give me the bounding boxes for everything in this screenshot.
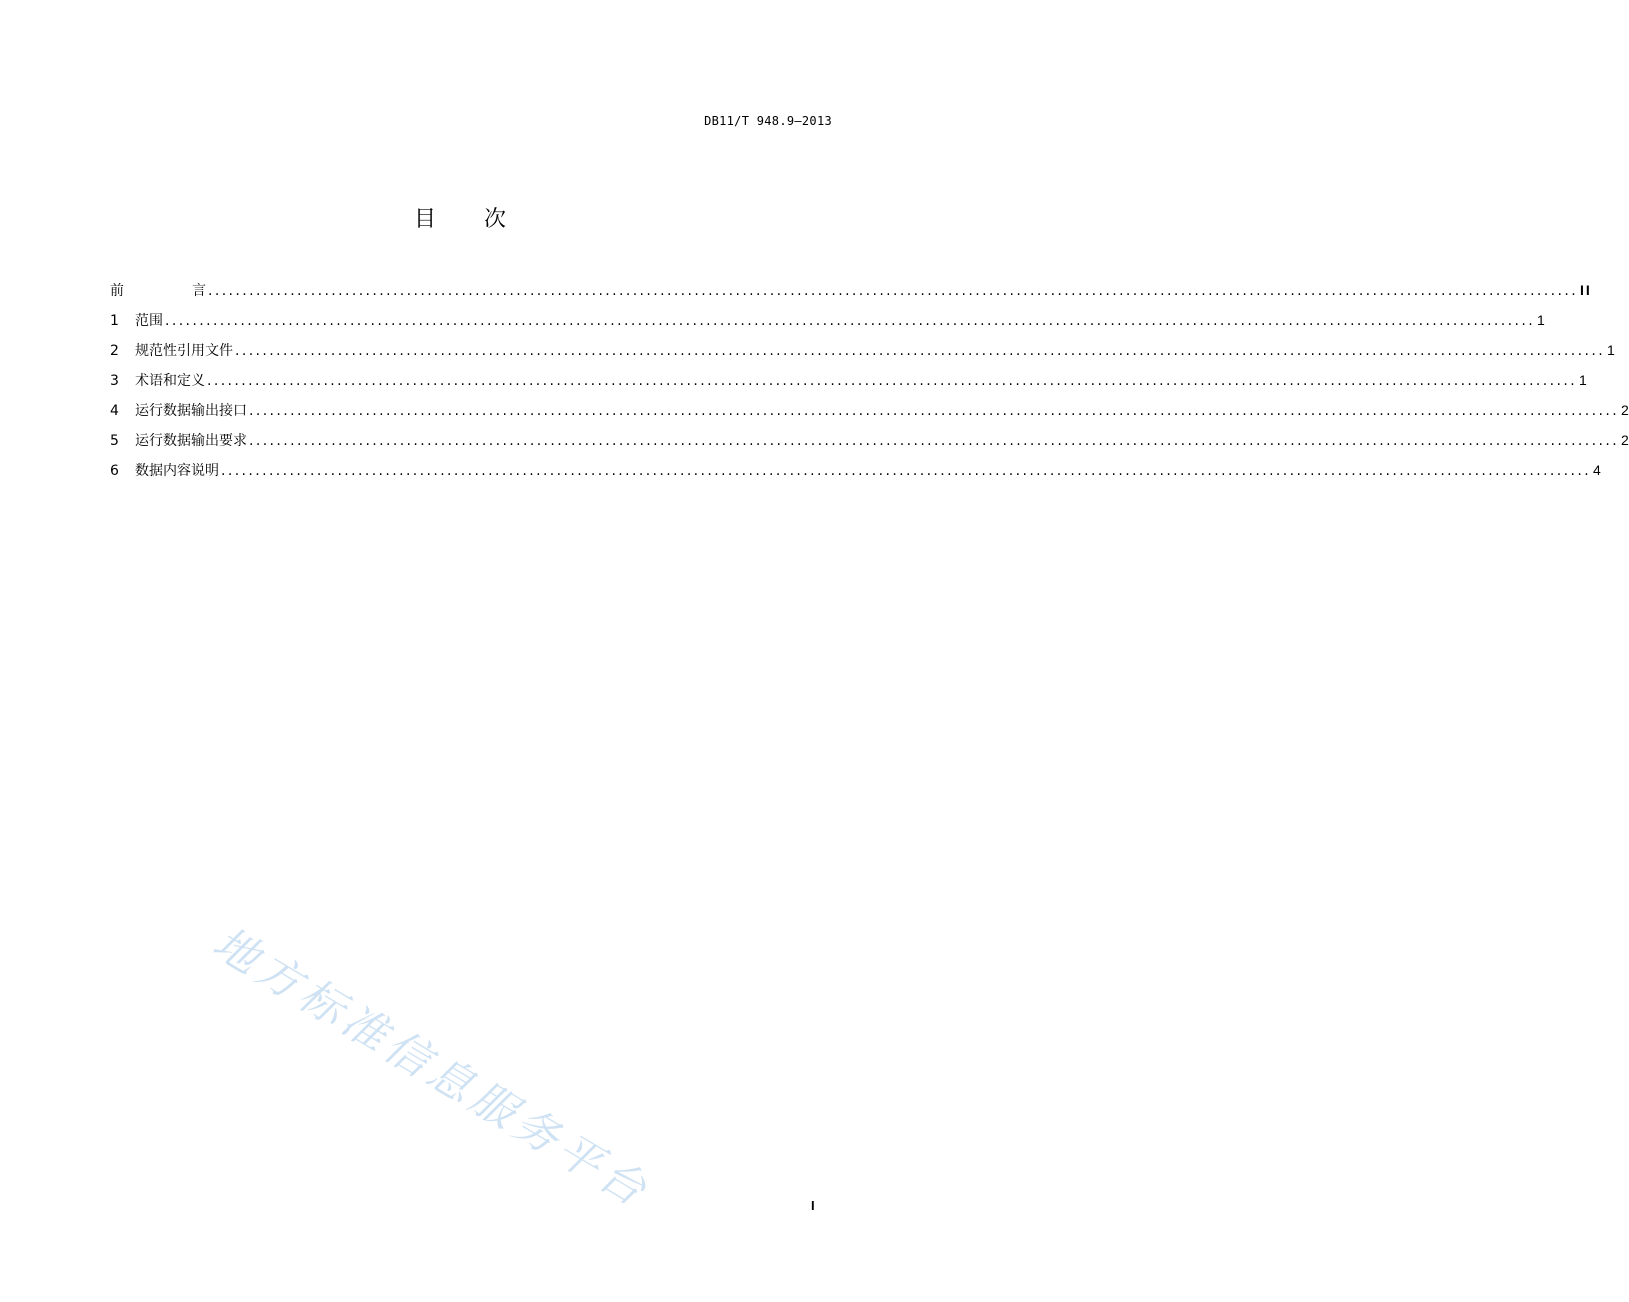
toc-entry-number: 6: [110, 463, 119, 479]
toc-entry[interactable]: [110, 340, 1615, 370]
toc-entry[interactable]: [110, 310, 1545, 340]
toc-entry[interactable]: [110, 400, 1629, 430]
toc-entry-page: 2: [1621, 432, 1629, 448]
toc-entry-label: 运行数据输出接口: [135, 403, 247, 419]
page-title-char-1: 目: [413, 207, 484, 232]
toc-entry-page: II: [1580, 282, 1592, 298]
toc-entry-page: 1: [1607, 342, 1615, 358]
toc-entry-label: 规范性引用文件: [135, 343, 233, 359]
dot-leader: ........................................................................................................................................................................................................: [221, 463, 1592, 479]
toc-entry-number: 1: [110, 313, 119, 329]
toc-entry-page: 2: [1621, 402, 1629, 418]
dot-leader: ........................................................................................................................................................................................................: [249, 403, 1620, 419]
toc-entry-label: 运行数据输出要求: [135, 433, 247, 449]
page-number: I: [811, 1198, 815, 1213]
toc-entry-number: 2: [110, 343, 119, 359]
toc-preface-char-1: 前: [110, 283, 124, 299]
toc-entry-number: 5: [110, 433, 119, 449]
dot-leader: ........................................................................................................................................................................................................: [165, 313, 1536, 329]
toc-entry-page: 1: [1537, 312, 1545, 328]
toc-entry[interactable]: [110, 430, 1629, 460]
watermark: 地方标准信息服务平台: [204, 917, 659, 1219]
dot-leader: ........................................................................................................................................................................................................: [207, 373, 1578, 389]
toc-entry-label: [110, 280, 206, 300]
toc-entry-number: 4: [110, 403, 119, 419]
dot-leader: ........................................................................................................................................................................................................: [249, 433, 1620, 449]
toc-entry-preface[interactable]: [110, 280, 1592, 310]
page-title: [0, 202, 920, 233]
dot-leader: ........................................................................................................................................................................................................: [208, 283, 1579, 299]
toc-entry-label: 数据内容说明: [135, 463, 219, 479]
toc-entry-label: 术语和定义: [135, 373, 205, 389]
dot-leader: ........................................................................................................................................................................................................: [235, 343, 1606, 359]
document-code: DB11/T 948.9—2013: [704, 114, 832, 128]
toc-preface-char-2: 言: [192, 283, 206, 299]
toc-entry[interactable]: [110, 460, 1601, 490]
toc-entry-page: 4: [1593, 462, 1601, 478]
page-title-char-2: 次: [484, 207, 555, 232]
table-of-contents: [110, 280, 1629, 490]
toc-entry-page: 1: [1579, 372, 1587, 388]
toc-entry-number: 3: [110, 373, 119, 389]
toc-entry[interactable]: [110, 370, 1587, 400]
toc-entry-label: 范围: [135, 313, 163, 329]
